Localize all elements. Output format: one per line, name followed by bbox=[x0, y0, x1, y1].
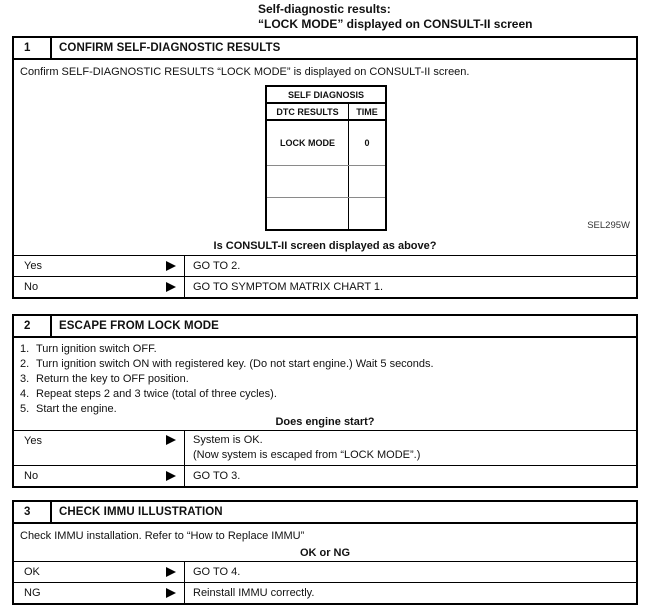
decision-label-cell bbox=[14, 583, 185, 603]
step-3-instruction-text: Check IMMU installation. Refer to “How to Replace IMMU” bbox=[20, 530, 305, 542]
instruction-text: Return the key to OFF position. bbox=[36, 373, 189, 385]
consult-time-empty bbox=[349, 166, 385, 197]
decision-row-ok bbox=[14, 561, 636, 582]
instruction-item bbox=[20, 387, 636, 402]
arrow-right-icon bbox=[166, 435, 176, 445]
page-title-line2: “LOCK MODE” displayed on CONSULT-II screen bbox=[258, 17, 533, 31]
step-3-number: 3 bbox=[14, 502, 52, 522]
decision-label: NG bbox=[24, 587, 41, 599]
decision-label: Yes bbox=[24, 435, 42, 447]
decision-result-cell bbox=[185, 466, 636, 486]
step-2-header bbox=[14, 316, 636, 338]
consult-col-dtc-results: DTC RESULTS bbox=[267, 104, 349, 119]
step-3-body bbox=[14, 524, 636, 561]
step-1-body bbox=[14, 60, 636, 255]
instruction-text: Turn ignition switch ON with registered key. (Do not start engine.) Wait 5 seconds. bbox=[36, 358, 434, 370]
decision-row-ng bbox=[14, 582, 636, 603]
step-1-number: 1 bbox=[14, 38, 52, 58]
step-3-box bbox=[12, 500, 638, 605]
instruction-item bbox=[20, 357, 636, 372]
consult-row-lock-mode bbox=[267, 121, 385, 166]
decision-label-cell bbox=[14, 431, 185, 465]
arrow-right-icon bbox=[166, 567, 176, 577]
step-2-instruction-list bbox=[14, 338, 636, 417]
instruction-number: 3. bbox=[20, 373, 30, 385]
consult-col-time: TIME bbox=[356, 106, 378, 117]
decision-label-cell bbox=[14, 466, 185, 486]
decision-row-yes bbox=[14, 255, 636, 276]
arrow-right-icon bbox=[166, 282, 176, 292]
page-title-line1: Self-diagnostic results: bbox=[258, 2, 391, 16]
decision-result-cell bbox=[185, 431, 636, 465]
decision-label: No bbox=[24, 281, 39, 293]
decision-row-no bbox=[14, 276, 636, 297]
decision-result: GO TO 2. bbox=[193, 259, 241, 272]
arrow-right-icon bbox=[166, 261, 176, 271]
step-2-question: Does engine start? bbox=[275, 416, 375, 428]
instruction-text: Turn ignition switch OFF. bbox=[36, 343, 157, 355]
step-3-question: OK or NG bbox=[299, 547, 351, 559]
consult-column-headers bbox=[267, 104, 385, 121]
instruction-text: Repeat steps 2 and 3 twice (total of three cycles). bbox=[36, 388, 277, 400]
step-3-header bbox=[14, 502, 636, 524]
instruction-item bbox=[20, 402, 636, 417]
step-2-box bbox=[12, 314, 638, 488]
step-1-instruction-text: Confirm SELF-DIAGNOSTIC RESULTS “LOCK MODE” is displayed on CONSULT-II screen. bbox=[20, 66, 470, 78]
consult-time-empty bbox=[349, 198, 385, 230]
consult-time-value: 0 bbox=[364, 138, 370, 148]
decision-label: Yes bbox=[24, 260, 42, 272]
decision-result: GO TO 4. bbox=[193, 565, 241, 578]
consult-row-empty-1 bbox=[267, 166, 385, 198]
step-1-title: CONFIRM SELF-DIAGNOSTIC RESULTS bbox=[59, 42, 281, 54]
decision-row-yes bbox=[14, 430, 636, 465]
decision-label-cell bbox=[14, 277, 185, 297]
decision-result-cell bbox=[185, 562, 636, 582]
instruction-number: 4. bbox=[20, 388, 30, 400]
page-title bbox=[258, 2, 532, 32]
step-3-title: CHECK IMMU ILLUSTRATION bbox=[59, 506, 223, 518]
step-2-number: 2 bbox=[14, 316, 52, 336]
consult-screen-figure bbox=[265, 85, 387, 231]
decision-label-cell bbox=[14, 562, 185, 582]
consult-dtc-empty bbox=[267, 166, 349, 197]
decision-result: GO TO 3. bbox=[193, 469, 241, 482]
consult-dtc-value: LOCK MODE bbox=[267, 121, 349, 165]
instruction-number: 1. bbox=[20, 343, 30, 355]
instruction-number: 5. bbox=[20, 403, 30, 415]
arrow-right-icon bbox=[166, 471, 176, 481]
decision-result: System is OK. bbox=[193, 434, 263, 446]
decision-row-no bbox=[14, 465, 636, 486]
instruction-number: 2. bbox=[20, 358, 30, 370]
decision-result: (Now system is escaped from “LOCK MODE”.) bbox=[193, 449, 421, 461]
step-2-body bbox=[14, 338, 636, 430]
decision-label: OK bbox=[24, 566, 40, 578]
step-1-box bbox=[12, 36, 638, 299]
figure-reference-label: SEL295W bbox=[587, 220, 630, 231]
instruction-item bbox=[20, 372, 636, 387]
consult-dtc-empty bbox=[267, 198, 349, 230]
consult-row-empty-2 bbox=[267, 198, 385, 230]
step-1-question: Is CONSULT-II screen displayed as above? bbox=[213, 240, 437, 252]
decision-label-cell bbox=[14, 256, 185, 276]
decision-result-cell bbox=[185, 583, 636, 603]
decision-result-cell bbox=[185, 277, 636, 297]
decision-label: No bbox=[24, 470, 39, 482]
step-1-header bbox=[14, 38, 636, 60]
decision-result: Reinstall IMMU correctly. bbox=[193, 586, 315, 599]
decision-result-cell bbox=[185, 256, 636, 276]
consult-screen-title: SELF DIAGNOSIS bbox=[267, 87, 385, 104]
instruction-text: Start the engine. bbox=[36, 403, 117, 415]
decision-result: GO TO SYMPTOM MATRIX CHART 1. bbox=[193, 280, 384, 293]
instruction-item bbox=[20, 342, 636, 357]
step-2-title: ESCAPE FROM LOCK MODE bbox=[59, 320, 219, 332]
arrow-right-icon bbox=[166, 588, 176, 598]
